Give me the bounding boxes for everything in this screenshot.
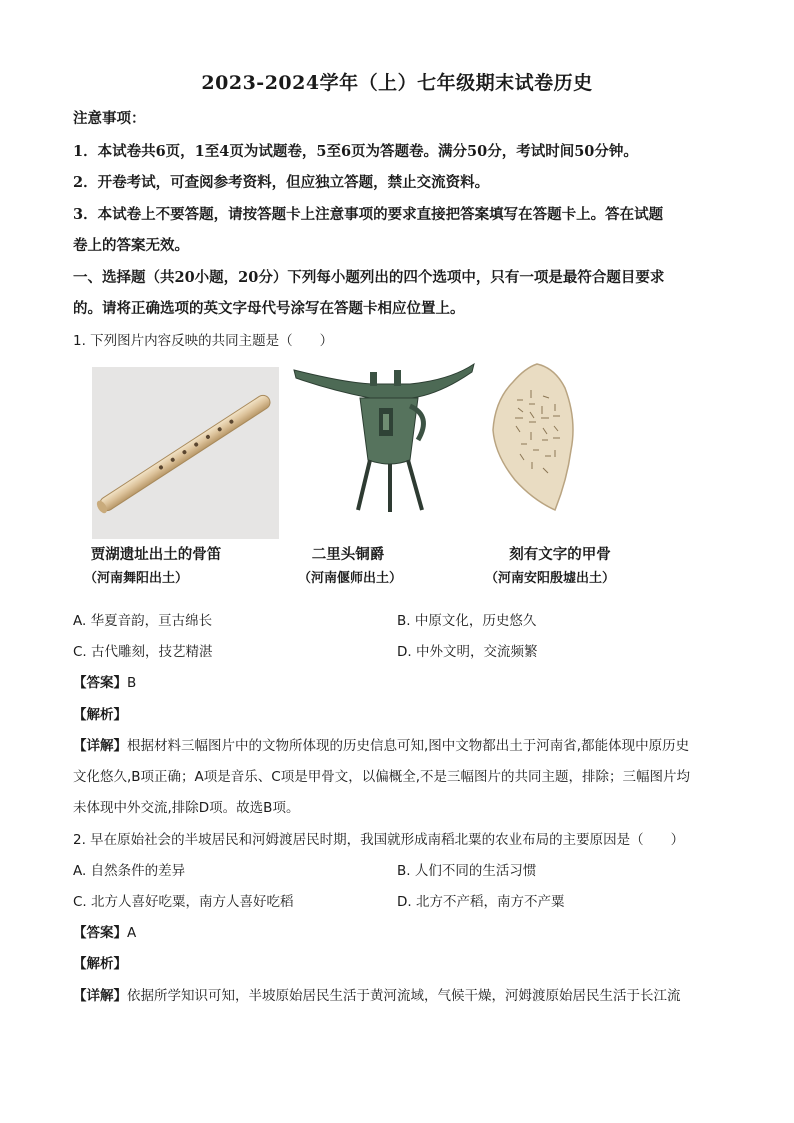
image-subcaption: （河南偃师出土） [297,571,402,586]
notice-heading: 注意事项： [73,110,146,127]
question-1-stem: 1. 下列图片内容反映的共同主题是（ ） [73,333,334,349]
section-instruction: 的。请将正确选项的英文字母代号涂写在答题卡相应位置上。 [73,300,465,317]
option-c: C. 北方人喜好吃粟，南方人喜好吃稻 [73,894,294,910]
notice-item: 卷上的答案无效。 [73,237,189,254]
option-d: D. 中外文明，交流频繁 [397,644,538,660]
image-subcaption: （河南安阳殷墟出土） [484,571,615,586]
answer-tag: 【答案】 [73,675,127,691]
option-b: B. 人们不同的生活习惯 [397,863,537,879]
option-d: D. 北方不产稻，南方不产粟 [397,894,565,910]
image-caption: 贾湖遗址出土的骨笛 [90,546,222,563]
option-a: A. 华夏音韵，亘古绵长 [73,613,213,629]
section-instruction: 一、选择题（共20小题，20分）下列每小题列出的四个选项中，只有一项是最符合题目要求 [73,269,665,286]
analysis-tag: 【解析】 [73,956,127,972]
notice-item: 3．本试卷上不要答题，请按答题卡上注意事项的要求直接把答案填写在答题卡上。答在试题 [73,206,664,223]
detail-text: 文化悠久,B项正确；A项是音乐、C项是甲骨文，以偏概全,不是三幅图片的共同主题，排除；三幅图片均 [73,769,691,785]
option-b: B. 中原文化，历史悠久 [397,613,537,629]
answer-tag: 【答案】 [73,925,127,941]
detail-line [73,734,689,754]
notice-item: 2．开卷考试，可查阅参考资料，但应独立答题，禁止交流资料。 [73,174,490,191]
bronze-jue-image [290,360,478,515]
detail-text: 未体现中外交流,排除D项。故选B项。 [73,800,300,816]
image-subcaption: （河南舞阳出土） [83,571,188,586]
page-title: 2023-2024学年（上）七年级期末试卷历史 [201,72,593,94]
answer-value: A [127,925,137,941]
question-2-stem: 2. 早在原始社会的半坡居民和河姆渡居民时期，我国就形成南稻北粟的农业布局的主要原因是（ ） [73,832,685,848]
image-caption: 二里头铜爵 [311,546,385,563]
detail-text: 依据所学知识可知，半坡原始居民生活于黄河流域，气候干燥，河姆渡原始居民生活于长江流 [127,988,681,1004]
answer-line [73,671,136,691]
bone-flute-image [92,367,279,539]
oracle-bone-image [485,360,585,515]
answer-line [73,921,136,941]
detail-line [73,984,681,1004]
detail-tag: 【详解】 [73,738,127,754]
image-caption: 刻有文字的甲骨 [509,546,611,563]
analysis-tag: 【解析】 [73,707,127,723]
notice-item: 1．本试卷共6页，1至4页为试题卷，5至6页为答题卷。满分50分，考试时间50分钟。 [73,143,638,160]
option-c: C. 古代雕刻，技艺精湛 [73,644,213,660]
detail-tag: 【详解】 [73,988,127,1004]
answer-value: B [127,675,137,691]
option-a: A. 自然条件的差异 [73,863,186,879]
detail-text: 根据材料三幅图片中的文物所体现的历史信息可知,图中文物都出土于河南省,都能体现中原历史 [127,738,690,754]
